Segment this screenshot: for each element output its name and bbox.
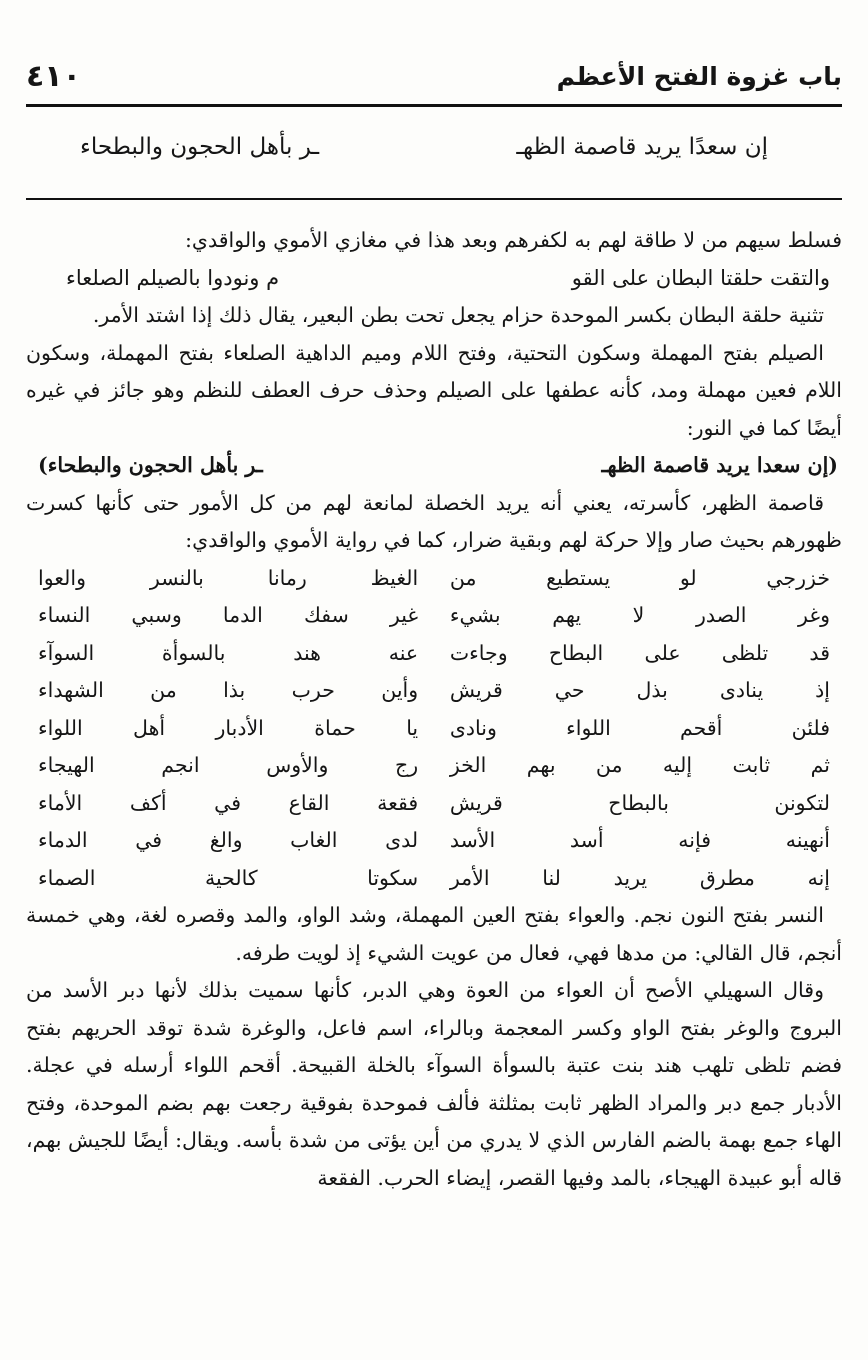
poem-hemistich-right: أنهينه فإنه أسد الأسد <box>449 828 830 852</box>
poem-line <box>26 597 842 635</box>
verse-hemistich-left: ـر بأهل الحجون والبطحاء <box>80 134 320 160</box>
poem-hemistich-left: عنه هند بالسوأة السوآء <box>38 640 419 665</box>
poem-line <box>26 635 842 673</box>
poem-hemistich-left: غير سفك الدما وسبي النساء <box>38 603 419 627</box>
separator-line <box>26 198 842 200</box>
poem-line <box>26 822 842 860</box>
verse-hemistich-right: والتقت حلقتا البطان على القو <box>571 265 830 290</box>
verse-hemistich-right: إن سعدًا يريد قاصمة الظهـ <box>516 134 768 160</box>
poem-hemistich-left: يا حماة الأدبار أهل اللواء <box>38 715 419 740</box>
poem-hemistich-left: لدى الغاب والغ في الدماء <box>38 828 419 852</box>
header-verse <box>80 134 768 160</box>
body-text <box>26 222 842 1197</box>
poem-hemistich-right: وغر الصدر لا يهم بشيء <box>449 603 830 627</box>
paragraph: وقال السهيلي الأصح أن العواء من العوة وهي الدبر، كأنها سميت بذلك لأنها دبر الأسد من البروج والوغر بفتح الواو وكسر المعجمة وبالراء، اسم فاعل، والوغرة شدة توقد الحريهم بفتح فضم تلظى تلهب هند بنت عتبة بالسوأة السوآء بالخلة القبيحة. أقحم اللواء أرسله في عجلة. الأدبار جمع دبر والمراد الظهر ثابت بمثلثة فألف فموحدة بفوقية رجعت بهم بضم الموحدة، وفتح الهاء جمع بهمة بالضم الفارس الذي لا يدري من أين يؤتى من شدة بأسه. ويقال: أيضًا للجيش بهم، قاله أبو عبيدة الهيجاء، بالمد وفيها القصر، إيضاء الحرب. الفقعة <box>26 978 842 1190</box>
poem-line <box>26 672 842 710</box>
poem-hemistich-right: خزرجي لو يستطيع من <box>449 565 830 590</box>
poem-hemistich-left: رج والأوس انجم الهيجاء <box>38 753 419 777</box>
verse-hemistich-left: م ونودوا بالصيلم الصلعاء <box>66 265 280 290</box>
paragraph: قاصمة الظهر، كأسرته، يعني أنه يريد الخصلة لمانعة لهم من كل الأمور حتى كأنها كسرت ظهورهم بحيث صار وإلا حركة لهم وبقية ضرار، كما في رواية الأموي والواقدي: <box>26 490 842 552</box>
verse-hemistich-right: (إن سعدا يريد قاصمة الظهـ <box>601 453 838 477</box>
poem-line <box>26 747 842 785</box>
poem-hemistich-right: إنه مطرق يريد لنا الأمر <box>449 865 830 890</box>
paragraph: الصيلم بفتح المهملة وسكون التحتية، وفتح اللام وميم الداهية الصلعاء بفتح المهملة، وسكون اللام فعين مهملة ومد، كأنه عطفها على الصيلم وحذف حرف العطف للنظم وهو جائز في غيره أيضًا كما في النور: <box>26 340 842 440</box>
poem-hemistich-left: فقعة القاع في أكف الأماء <box>38 790 419 815</box>
paragraph: النسر بفتح النون نجم. والعواء بفتح العين المهملة، وشد الواو، والمد وقصره لغة، وهي خمسة أنجم، قال القالي: من مدها فهي، فعال من عويت الشيء إذ لويت طرفه. <box>26 903 842 965</box>
page-number: ٤١٠ <box>26 58 81 94</box>
poem-hemistich-right: فلئن أقحم اللواء ونادى <box>449 715 830 740</box>
poem <box>26 560 842 898</box>
poem-line <box>26 860 842 898</box>
page-header <box>26 48 842 107</box>
poem-hemistich-left: وأين حرب بذا من الشهداء <box>38 678 419 702</box>
poem-hemistich-right: قد تلظى على البطاح وجاءت <box>449 640 830 665</box>
paragraph: فسلط سيهم من لا طاقة لهم به لكفرهم وبعد هذا في مغازي الأموي والواقدي: <box>185 228 842 252</box>
paragraph: تثنية حلقة البطان بكسر الموحدة حزام يجعل تحت بطن البعير، يقال ذلك إذا اشتد الأمر. <box>92 303 824 327</box>
chapter-title: باب غزوة الفتح الأعظم <box>556 61 842 91</box>
poem-hemistich-right: لتكونن بالبطاح قريش <box>449 790 830 815</box>
poem-hemistich-right: ثم ثابت إليه من بهم الخز <box>449 753 830 777</box>
poem-line <box>26 560 842 598</box>
poem-hemistich-left: سكوتا كالحية الصماء <box>38 865 419 890</box>
poem-hemistich-right: إذ ينادى بذل حي قريش <box>449 678 830 702</box>
verse-line <box>26 260 842 298</box>
poem-line <box>26 710 842 748</box>
verse-hemistich-left: ـر بأهل الحجون والبطحاء) <box>38 453 263 477</box>
poem-hemistich-left: الغيظ رمانا بالنسر والعوا <box>38 565 419 590</box>
quoted-verse <box>26 447 842 485</box>
poem-line <box>26 785 842 823</box>
